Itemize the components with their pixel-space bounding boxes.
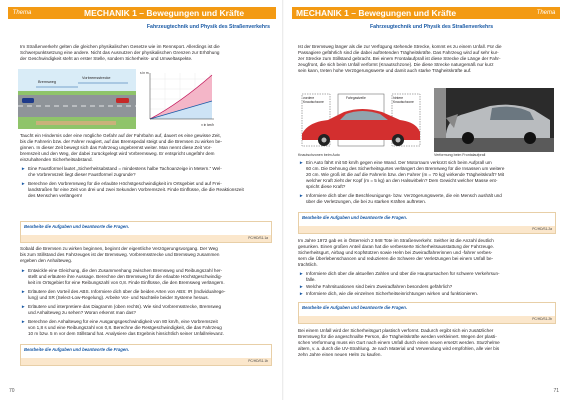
text-line: Welche Fahrsituationen sind beim Zweiradfahren besonders gefährlich? bbox=[306, 284, 453, 289]
task-item bbox=[299, 271, 554, 283]
page-number: 70 bbox=[9, 388, 15, 394]
section-subtitle: Fahrzeugtechnik und Physik des Straßenverkehrs bbox=[370, 24, 494, 30]
text-line: über die Verletzungen, die bei zu starken Kräften auftreten. bbox=[306, 199, 427, 205]
arrow-icon: ► bbox=[299, 160, 304, 165]
arrow-icon: ► bbox=[21, 289, 26, 294]
text-line: zehn Jahre einen neuen Helm zu kaufen. bbox=[298, 352, 382, 358]
text-line: Erläutere den Vorteil des ABS. Informiere dich über die beiden Arten von ABS: IR (Individualrege- bbox=[28, 289, 226, 294]
task-note-box bbox=[20, 344, 272, 366]
task-item bbox=[299, 160, 554, 190]
task-note-box bbox=[298, 302, 556, 324]
text-line: gesunken. Einen großen Anteil daran hat die verbesserte Sicherheitsausstattung der Fahrzeuge. bbox=[298, 244, 495, 250]
text-line: keit im Ortsgebiet für eine Reibungszahl von 0,8. Finde Einflüsse, die den Bremsweg verlängern. bbox=[28, 280, 225, 286]
arrow-icon: ► bbox=[299, 284, 304, 289]
text-line: bis die Fahrerin bzw. der Fahrer reagiert, auf das Bremspedal steigt und die Bremsen zu wirken be- bbox=[20, 139, 222, 145]
chapter-tab: Thema bbox=[12, 10, 32, 16]
arrow-icon: ► bbox=[299, 193, 304, 198]
note-text: Bearbeite die Aufgaben und beantworte die Fragen. bbox=[302, 305, 408, 310]
arrow-icon: ► bbox=[299, 271, 304, 276]
arrow-icon: ► bbox=[21, 166, 26, 171]
front-zone-label: vordere Knautschzone bbox=[303, 96, 324, 104]
text-line: von 1,8 s und eine Reibungszahl von 0,8. Berechne die Restgeschwindigkeit, die das Fahrzeug bbox=[28, 325, 222, 331]
note-text: Bearbeite die Aufgaben und beantworte die Fragen. bbox=[302, 215, 408, 220]
text-line: spricht diese Kraft? bbox=[306, 184, 346, 190]
page-title: MECHANIK 1 – Bewegungen und Kräfte bbox=[84, 8, 245, 18]
task-item bbox=[21, 166, 272, 178]
reaction-paragraph bbox=[20, 133, 272, 163]
right-page bbox=[284, 0, 568, 400]
text-line: Erläutere und interpretiere das Diagramm (oben rechts). Wie sind Vorbremsstrecke, Bremsweg bbox=[28, 304, 222, 309]
text-line: Berechne den Anhalteweg für eine Ausgangsgeschwindigkeit von 80 km/h, eine Vorbremszeit bbox=[28, 319, 218, 324]
text-line: che Vorbremszeit liegt dieser Faustformel zugrunde? bbox=[28, 172, 136, 178]
task-item bbox=[299, 284, 554, 290]
text-line: Informiere dich, wie die einzelnen Sicherheitseinrichtungen wirken und funktionieren. bbox=[306, 291, 479, 296]
chart-y-label: s in m bbox=[140, 71, 149, 75]
stopping-distance-chart bbox=[140, 69, 216, 129]
text-line: Passagiere gefährlich sind die dabei auftretenden Trägheitskräfte. Das Fahrzeug wird auf sehr kur- bbox=[298, 50, 499, 56]
arrow-icon: ► bbox=[21, 268, 26, 273]
arrow-icon: ► bbox=[299, 291, 304, 296]
rear-zone-label: hintere Knautschzone bbox=[393, 96, 414, 104]
task-item bbox=[299, 291, 554, 297]
text-line: Schwerpunktsetzung eine andere. Nicht das Ausnutzen der physikalischen Grenzen zur Erhöhung bbox=[20, 50, 220, 56]
task-item bbox=[21, 304, 272, 316]
text-line: Sobald die Bremsen zu wirken beginnen, beginnt der eigentliche Verzögerungsvorgang. Der Weg bbox=[20, 246, 218, 251]
note-band bbox=[299, 226, 555, 233]
text-line: Entwickle eine Gleichung, die den Zusammenhang zwischen Bremsweg und Reibungszahl her- bbox=[28, 268, 223, 273]
text-line: Eine Faustformel lautet „Sicherheitsabstand = mindestens halbe Tachoanzeige in Metern.“ Wel- bbox=[28, 166, 222, 171]
task-note-box bbox=[298, 212, 556, 234]
note-code: PC/HD/S1.2a bbox=[532, 227, 552, 231]
task-item bbox=[21, 319, 272, 337]
text-line: und Anhalteweg zu sehen? Woran erkennt man das? bbox=[28, 310, 136, 316]
text-line: einzuhaltenden Sicherheitsabstand. bbox=[20, 157, 93, 163]
arrow-icon: ► bbox=[21, 181, 26, 186]
text-line: zeugfront, die sich beim Unfall verformt (Knautschzone). Die diese Strecke naturgemäß nur kurz bbox=[298, 62, 494, 68]
text-line: fälle. bbox=[306, 277, 316, 283]
text-line: sern die Überlebenschancen und reduzieren die Schwere der Verletzungen bei einem Unfall be- bbox=[298, 256, 494, 262]
task-item bbox=[299, 193, 554, 205]
arrow-icon: ► bbox=[21, 304, 26, 309]
text-line: ergeben den Anhalteweg. bbox=[20, 258, 73, 264]
arrow-icon: ► bbox=[21, 319, 26, 324]
text-line: Im Straßenverkehr gelten die gleichen physikalischen Gesetze wie im Rennsport. Allerdings ist die bbox=[20, 44, 220, 49]
intro-paragraph bbox=[298, 44, 554, 74]
vorbremsstrecke-label: Vorbremsstrecke bbox=[82, 76, 111, 80]
header-bar bbox=[8, 7, 276, 19]
note-text: Bearbeite die Aufgaben und beantworte die Fragen. bbox=[24, 224, 130, 229]
text-line: Taucht ein Hindernis oder eine mögliche Gefahr auf der Fahrbahn auf, dauert es eine gewisse Zeit, bbox=[20, 133, 221, 138]
text-line: sein kann, treten hohe Verzögerungswerte und damit auch starke Trägheitskräfte auf. bbox=[298, 68, 472, 74]
braking-paragraph bbox=[20, 246, 272, 264]
text-line: landstraßen für eine Zeit von drei und zwei Sekunden Vorbremszeit. Finde Einflüsse, die die Reaktionszeit bbox=[28, 187, 244, 193]
text-line: Berechne den Vorbremsweg für die erlaubte Höchstgeschwindigkeit im Ortsgebiet und auf Frei- bbox=[28, 181, 222, 186]
text-line: ginnen. In dieser Zeit bewegt sich das Fahrzeug ungebremst weiter. Man nennt diese Zeit Vor- bbox=[20, 145, 212, 151]
text-line: Bei einem Unfall wird der Sicherheitsgurt plastisch verformt. Dadurch ergibt sich ein zusätzlicher bbox=[298, 328, 494, 333]
text-line: Bremsweg für die angeschnallte Person, die Trägheitskräfte werden verkleinert. Wegen der plasti- bbox=[298, 334, 497, 340]
note-band bbox=[21, 358, 271, 365]
crash-test-photo bbox=[434, 88, 554, 152]
page-number: 71 bbox=[553, 388, 559, 394]
statistics-paragraph bbox=[298, 238, 554, 268]
note-code: PC/HD/S1.1a bbox=[248, 236, 268, 240]
task-item bbox=[21, 181, 272, 199]
note-code: PC/HD/S1.1b bbox=[248, 359, 268, 363]
task-item bbox=[21, 268, 272, 286]
text-line: 60 cm. Die Dehnung des Sicherheitsgurtes verlängert den Bremsweg für die Insassen um weitere bbox=[306, 166, 505, 172]
note-code: PC/HD/S1.2b bbox=[532, 317, 552, 321]
text-line: welcher Kraft zieht der Kopf (m = 5 kg) an den Halswirbeln? Dem Gewicht welcher Masse ent- bbox=[306, 178, 498, 184]
text-line: Sicherheitsgurt, Airbag und Kopfstützen sowie Helm bei Zweiradfahrerinnen und -fahrer verbes- bbox=[298, 250, 493, 256]
text-line: Informiere dich über die Beschleunigungs- bzw. Verzögerungswerte, die ein Mensch aushält und bbox=[306, 193, 502, 198]
text-line: lung) und SR (Select-Low-Regelung). Arbeite Vor- und Nachteile beider Systeme heraus. bbox=[28, 295, 209, 301]
text-line: der Geschwindigkeit steht an erster Stelle, sondern Sicherheits- und Umweltaspekte. bbox=[20, 56, 193, 62]
note-band bbox=[299, 316, 555, 323]
text-line: Ein Auto fährt mit 50 km/h gegen eine Wand. Der Motorraum verkürzt sich beim Aufprall um bbox=[306, 160, 492, 165]
page-title: MECHANIK 1 – Bewegungen und Kräfte bbox=[296, 8, 457, 18]
seatbelt-paragraph bbox=[298, 328, 554, 358]
chart-x-label: v in km/h bbox=[201, 123, 214, 127]
text-line: altern, v. a. durch die UV-Strahlung. Je nach Material und Verwendung wird empfohlen, alle vier bis bbox=[298, 346, 500, 352]
note-text: Bearbeite die Aufgaben und beantworte die Fragen. bbox=[24, 347, 130, 352]
text-line: 20 cm. Wie groß ist die auf die Fahrerin bzw. den Fahrer (m = 70 kg) wirkende Trägheitskraft? Mit bbox=[306, 172, 504, 178]
road-illustration bbox=[18, 69, 136, 129]
intro-paragraph bbox=[20, 44, 272, 62]
section-subtitle: Fahrzeugtechnik und Physik des Straßenverkehrs bbox=[146, 24, 270, 30]
text-line: schen Verformung muss ein Gurt nach einem Unfall durch einen neuen ersetzt werden. Sturzhelme bbox=[298, 340, 500, 346]
text-line: 10 m bzw. 5 m vor dem Stillstand hat. Analysiere das Ergebnis hinsichtlich seiner Unfallrelevanz. bbox=[28, 331, 225, 337]
bremsweg-label: Bremsweg bbox=[38, 80, 56, 84]
figure-caption: Knautschzonen beim Auto bbox=[298, 153, 340, 157]
text-line: Informiere dich über die aktuellen Zahlen und über die Hauptursachen für schwere Verkehrsun- bbox=[306, 271, 500, 276]
task-note-box bbox=[20, 221, 272, 243]
text-line: bremszeit und den Weg, der dabei zurückgelegt wird Vorbremsweg. Er entspricht ungefähr dem bbox=[20, 151, 215, 157]
chapter-tab: Thema bbox=[536, 10, 556, 16]
text-line: Im Jahre 1972 gab es in Österreich 2 948 Tote im Straßenverkehr. Seither ist die Anzahl deutlich bbox=[298, 238, 494, 243]
task-item bbox=[21, 289, 272, 301]
text-line: bis zum Stillstand des Fahrzeuges ist der Bremsweg. Vorbremsstrecke und Bremsweg zusammen bbox=[20, 252, 220, 258]
text-line: trächtlich. bbox=[298, 262, 318, 268]
header-bar bbox=[292, 7, 560, 19]
text-line: zer Strecke zum Stillstand gebracht. Bei einem Frontalaufprall ist diese Strecke die Länge der Fahr- bbox=[298, 56, 501, 62]
text-line: Ist der Bremsweg länger als die zur Verfügung stehende Strecke, kommt es zu einem Unfall. Für die bbox=[298, 44, 502, 49]
text-line: des Menschen verlängern! bbox=[28, 193, 83, 199]
cell-label: Fahrgastzelle bbox=[346, 96, 366, 100]
figure-caption: Verformung beim Frontalaufprall bbox=[434, 153, 486, 157]
text-line: stellt und erläutere ihre Aussage. Berechne den Bremsweg für die erlaubte Höchstgeschwindig- bbox=[28, 274, 223, 280]
crumple-zone-illustration bbox=[298, 88, 424, 152]
note-band bbox=[21, 235, 271, 242]
